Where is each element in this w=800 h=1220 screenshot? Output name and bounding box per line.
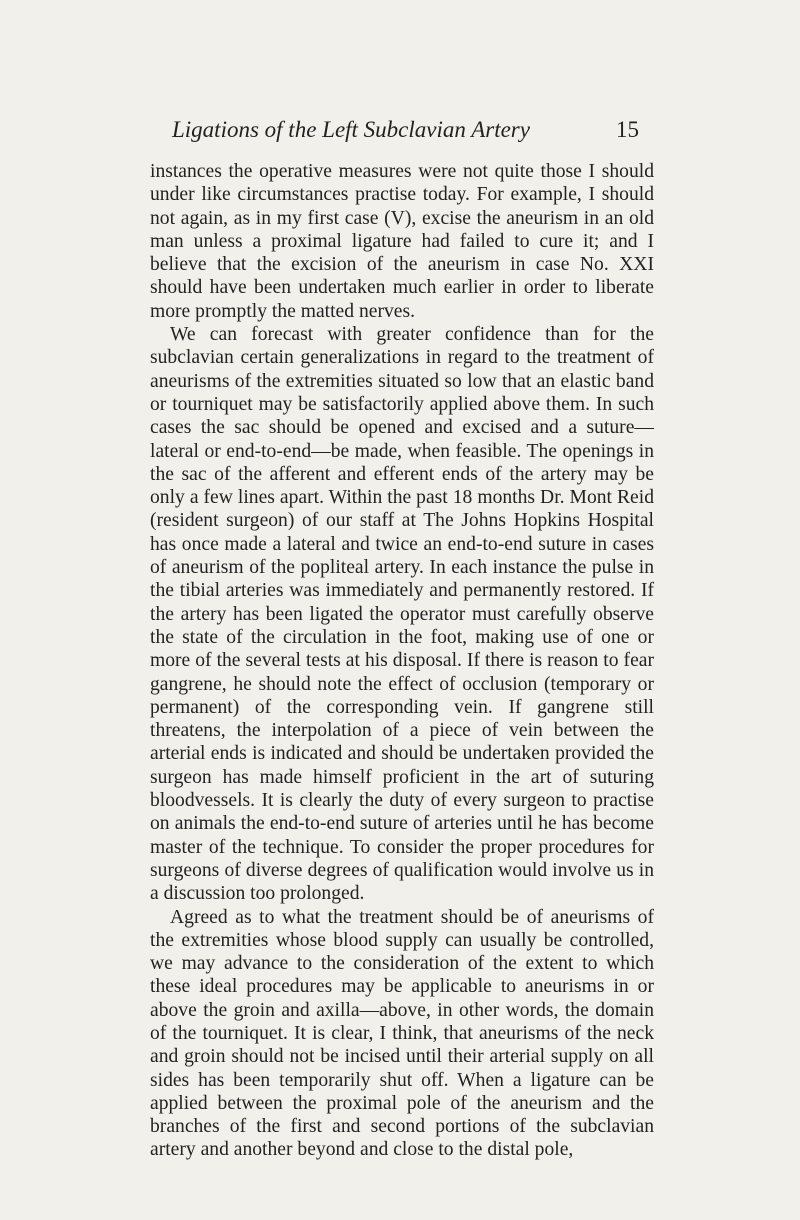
running-title: Ligations of the Left Subclavian Artery: [172, 117, 530, 142]
body-text: [150, 160, 654, 1162]
page-number: 15: [616, 117, 639, 142]
paragraph: We can forecast with greater confidence than for the subclavian certain generalizations in regard to the treatment of aneurisms of the extremities situated so low that an elastic band or tourniquet may be satisfactorily applied above them. In such cases the sac should be opened and excised and a suture—lateral or end-to-end—be made, when feasible. The openings in the sac of the afferent and efferent ends of the artery may be only a few lines apart. Within the past 18 months Dr. Mont Reid (resident surgeon) of our staff at The Johns Hopkins Hospital has once made a lateral and twice an end-to-end suture in cases of aneurism of the popliteal artery. In each instance the pulse in the tibial arteries was immediately and permanently restored. If the artery has been ligated the operator must carefully observe the state of the circulation in the foot, making use of one or more of the several tests at his disposal. If there is reason to fear gangrene, he should note the effect of occlusion (temporary or permanent) of the corresponding vein. If gangrene still threatens, the interpolation of a piece of vein between the arterial ends is indicated and should be undertaken provided the surgeon has made himself proficient in the art of suturing bloodvessels. It is clearly the duty of every surgeon to practise on animals the end-to-end suture of arteries until he has become master of the technique. To consider the proper procedures for surgeons of diverse degrees of qualification would involve us in a discussion too prolonged.: [150, 324, 654, 905]
paragraph: Agreed as to what the treatment should be of aneurisms of the extremities whose blood supply can usually be controlled, we may advance to the consideration of the extent to which these ideal procedures may be applicable to aneurisms in or above the groin and axilla—above, in other words, the domain of the tourniquet. It is clear, I think, that aneurisms of the neck and groin should not be incised until their arterial supply on all sides has been temporarily shut off. When a ligature can be applied between the proximal pole of the aneurism and the branches of the first and second portions of the subclavian artery and another beyond and close to the distal pole,: [150, 906, 654, 1161]
paragraph: instances the operative measures were not quite those I should under like circumstances practise today. For example, I should not again, as in my first case (V), excise the aneurism in an old man unless a proximal ligature had failed to cure it; and I believe that the excision of the aneurism in case No. XXI should have been undertaken much earlier in order to liberate more promptly the matted nerves.: [150, 161, 654, 322]
